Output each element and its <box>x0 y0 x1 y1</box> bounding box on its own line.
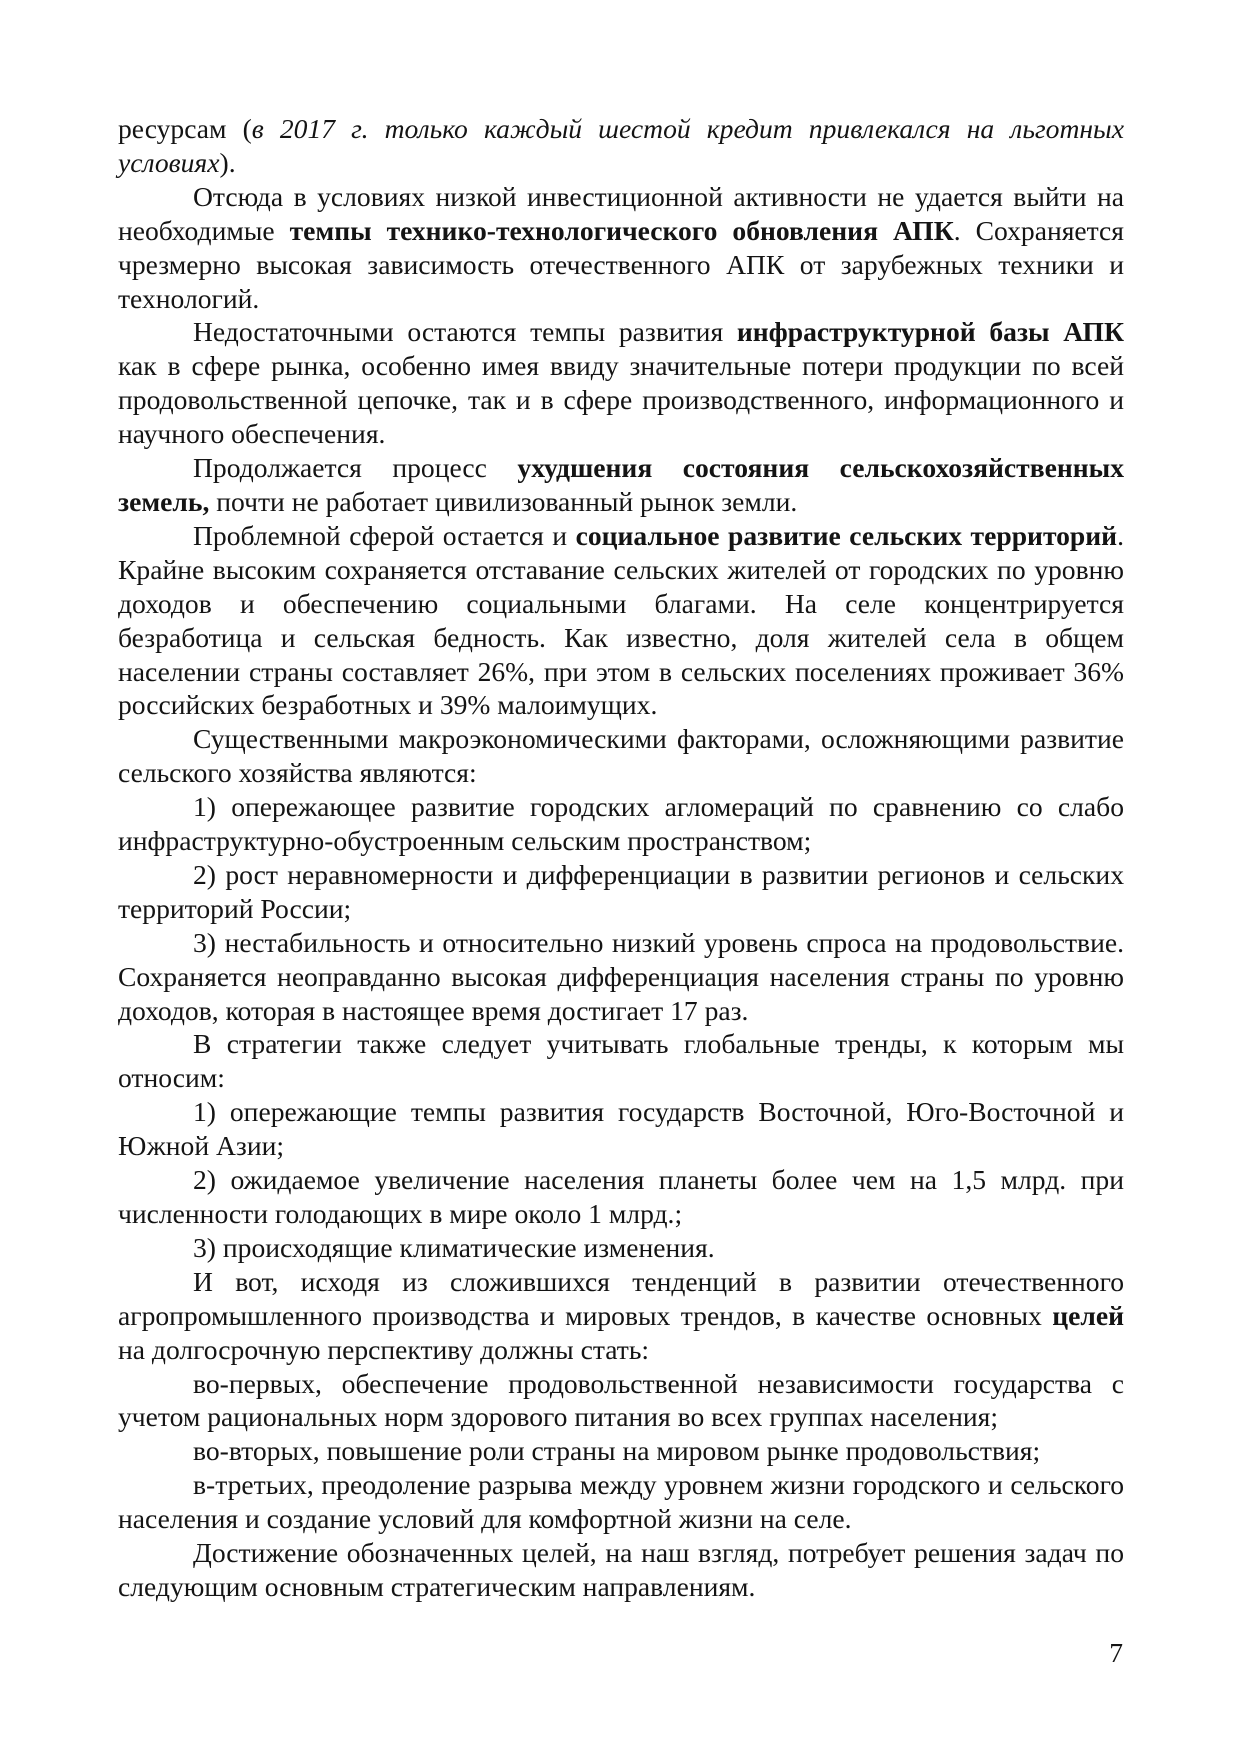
paragraph <box>118 1027 1124 1095</box>
text-run: Недостаточными остаются темпы развития <box>193 316 737 348</box>
text-run: В стратегии также следует учитывать глобальные тренды, к которым мы относим: <box>118 1028 1124 1094</box>
text-run: Продолжается процесс <box>193 452 518 484</box>
text-run: И вот, исходя из сложившихся тенденций в развитии отечественного агропромышленного производства и мировых трендов, в качестве основных <box>118 1265 1124 1331</box>
paragraph <box>118 1367 1124 1435</box>
bold-text: инфраструктурной базы АПК <box>736 316 1125 348</box>
paragraph <box>118 451 1124 519</box>
bold-text: ухудшения состояния сельскохозяйственных земель, <box>118 452 1124 517</box>
paragraph <box>118 790 1124 858</box>
text-run: Достижение обозначенных целей, на наш взгляд, потребует решения задач по следующим основным стратегическим направлениям. <box>118 1537 1124 1602</box>
paragraph <box>118 1536 1124 1604</box>
paragraph <box>118 1468 1124 1536</box>
paragraph <box>118 926 1124 1028</box>
text-run: 1) опережающее развитие городских агломераций по сравнению со слабо инфраструктурно-обустроенным сельским пространством; <box>118 791 1124 857</box>
document-body <box>118 112 1124 1604</box>
bold-text: целей <box>1052 1299 1124 1331</box>
text-run: на долгосрочную перспективу должны стать: <box>118 1333 650 1365</box>
text-run: 1) опережающие темпы развития государств Восточной, Юго-Восточной и Южной Азии; <box>118 1096 1124 1162</box>
bold-text: социальное развитие сельских территорий <box>575 519 1118 551</box>
paragraph <box>118 722 1124 790</box>
text-run: 3) происходящие климатические изменения. <box>193 1231 715 1263</box>
text-run: в-третьих, преодоление разрыва между уровнем жизни городского и сельского населения и создание условий для комфортной жизни на селе. <box>118 1469 1124 1535</box>
paragraph <box>118 1231 1124 1265</box>
text-run: ресурсам ( <box>118 113 252 144</box>
text-run: как в сфере рынка, особенно имея ввиду значительные потери продукции по всей продовольственной цепочке, так и в сфере производственного, информационного и научного обеспечения. <box>118 350 1124 450</box>
text-run: 2) рост неравномерности и дифференциации в развитии регионов и сельских территорий России; <box>118 858 1124 924</box>
paragraph <box>118 112 1124 180</box>
bold-text: темпы технико-технологического обновления АПК <box>289 214 954 246</box>
paragraph <box>118 1095 1124 1163</box>
text-run: 3) нестабильность и относительно низкий уровень спроса на продовольствие. Сохраняется неоправданно высокая дифференциация населения страны по уровню доходов, которая в настоящее время достигает 17 раз. <box>118 926 1124 1026</box>
text-run: во-первых, обеспечение продовольственной независимости государства с учетом рациональных норм здорового питания во всех группах населения; <box>118 1367 1124 1433</box>
paragraph <box>118 519 1124 722</box>
text-run: ). <box>219 146 236 178</box>
text-run: во-вторых, повышение роли страны на мировом рынке продовольствия; <box>193 1435 1041 1467</box>
text-run: . Сохраняется чрезмерно высокая зависимость отечественного АПК от зарубежных техники и технологий. <box>118 214 1124 314</box>
paragraph <box>118 1163 1124 1231</box>
text-run: почти не работает цивилизованный рынок земли. <box>209 485 798 517</box>
paragraph <box>118 180 1124 316</box>
text-run: Проблемной сферой остается и <box>193 519 576 551</box>
text-run: Существенными макроэкономическими факторами, осложняющими развитие сельского хозяйства являются: <box>118 723 1124 789</box>
page-number: 7 <box>1109 1637 1123 1668</box>
text-run: Отсюда в условиях низкой инвестиционной активности не удается выйти на необходимые <box>118 180 1124 246</box>
text-run: 2) ожидаемое увеличение населения планеты более чем на 1,5 млрд. при численности голодающих в мире около 1 млрд.; <box>118 1164 1124 1229</box>
paragraph <box>118 315 1124 451</box>
paragraph <box>118 858 1124 926</box>
italic-text: в 2017 г. только каждый шестой кредит привлекался на льготных условиях <box>118 113 1124 178</box>
text-run: . Крайне высоким сохраняется отставание сельских жителей от городских по уровню доходов и обеспечению социальными благами. На селе концентрируется безработица и сельская бедность. Как известно, доля жителей села в общем населении страны составляет 26%, при этом в сельских поселениях проживает 36% российских безработных и 39% малоимущих. <box>118 519 1124 721</box>
paragraph <box>118 1434 1124 1468</box>
paragraph <box>118 1265 1124 1367</box>
